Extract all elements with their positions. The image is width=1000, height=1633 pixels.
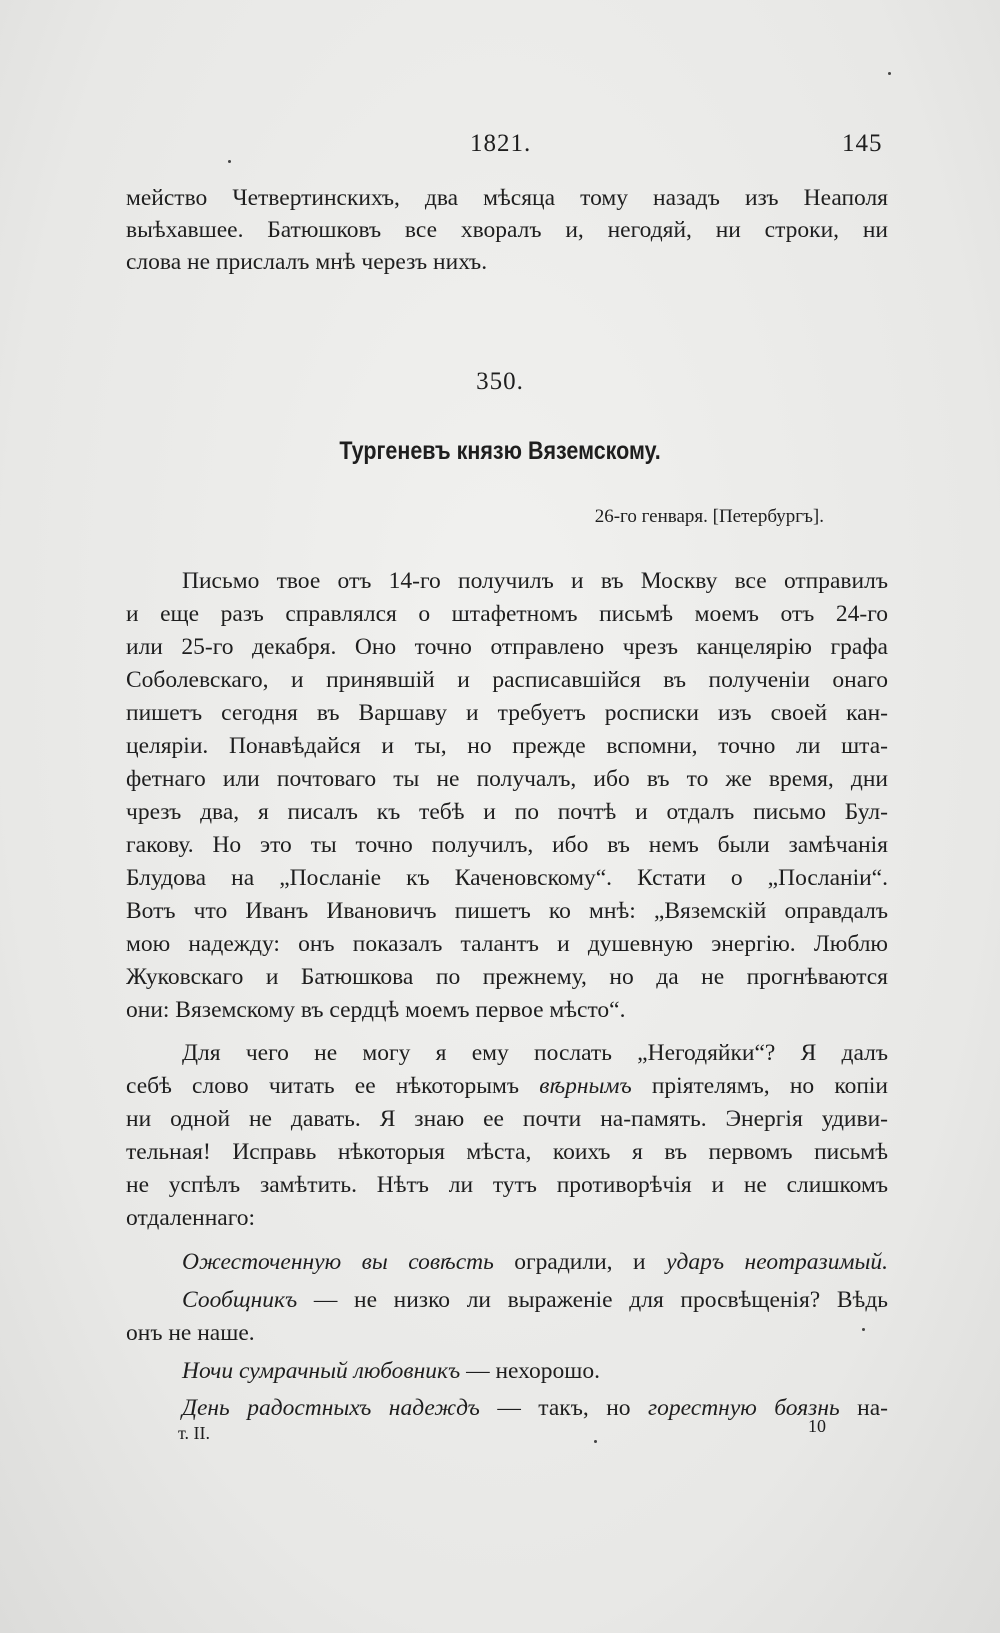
text-line: отдаленнаго: xyxy=(126,1205,256,1231)
ink-speck xyxy=(888,72,891,75)
gathering-signature: 10 xyxy=(808,1416,826,1436)
text-line: и еще разъ справлялся о штафетномъ письмѣ моемъ отъ 24-го xyxy=(126,601,888,627)
text-line: они: Вяземскому въ сердцѣ моемъ первое мѣсто“. xyxy=(126,997,626,1023)
quote-line: Ночи сумрачный любовникъ — нехорошо. xyxy=(182,1358,601,1384)
quote-line: Ожесточенную вы совѣсть оградили, и ударъ неотразимый. xyxy=(182,1249,888,1275)
text-line: гакову. Но это ты точно получилъ, ибо въ немъ были замѣчанія xyxy=(126,832,888,858)
text-line-mixed: себѣ слово читать ее нѣкоторымъ вѣрнымъ пріятелямъ, но копіи xyxy=(126,1073,888,1099)
page-number: 145 xyxy=(842,130,883,157)
volume-signature: т. II. xyxy=(178,1423,211,1443)
text-line: мейство Четвертинскихъ, два мѣсяца тому назадъ изъ Неаполя xyxy=(126,185,888,211)
text-line: не успѣлъ замѣтить. Нѣтъ ли тутъ противорѣчія и не слишкомъ xyxy=(126,1172,888,1198)
letter-dateline: 26-го генваря. [Петербургъ]. xyxy=(594,506,824,527)
emphasis: вѣрнымъ xyxy=(539,1073,632,1099)
text-line: мою надежду: онъ показалъ талантъ и душевную энергію. Люблю xyxy=(126,931,888,957)
text-line: Письмо твое отъ 14-го получилъ и въ Москву все отправилъ xyxy=(182,568,888,594)
text-line: тельная! Исправь нѣкоторыя мѣста, коихъ я въ первомъ письмѣ xyxy=(126,1139,888,1165)
letter-title: Тургеневъ князю Вяземскому. xyxy=(339,437,661,465)
text-line: целяріи. Понавѣдайся и ты, но прежде вспомни, точно ли шта- xyxy=(126,733,888,759)
text-line: чрезъ два, я писалъ къ тебѣ и по почтѣ и отдалъ письмо Бул- xyxy=(126,799,888,825)
text-line: ни одной не давать. Я знаю ее почти на-память. Энергія удиви- xyxy=(126,1106,888,1132)
quote-line: онъ не наше. xyxy=(126,1320,255,1346)
ink-speck xyxy=(594,1440,597,1443)
ink-speck xyxy=(228,160,231,163)
text-line: Для чего не могу я ему послать „Негодяйки“? Я далъ xyxy=(182,1040,888,1066)
text-line: фетнаго или почтоваго ты не получалъ, ибо въ то же время, дни xyxy=(126,766,888,792)
text-line: слова не прислалъ мнѣ черезъ нихъ. xyxy=(126,249,488,275)
text-line: Жуковскаго и Батюшкова по прежнему, но да не прогнѣваются xyxy=(126,964,888,990)
running-header-year: 1821. xyxy=(470,130,532,157)
text-line: или 25-го декабря. Оно точно отправлено чрезъ канцелярію графа xyxy=(126,634,888,660)
letter-number: 350. xyxy=(476,368,524,395)
text-line: пишетъ сегодня въ Варшаву и требуетъ росписки изъ своей кан- xyxy=(126,700,888,726)
quote-line: Сообщникъ — не низко ли выраженіе для просвѣщенія? Вѣдь xyxy=(182,1287,888,1313)
text-line: выѣхавшее. Батюшковъ все хворалъ и, негодяй, ни строки, ни xyxy=(126,217,888,243)
quote-line: День радостныхъ надеждъ — такъ, но горестную боязнь на- xyxy=(182,1395,888,1421)
text-line: Соболевскаго, и принявшій и расписавшійся въ полученіи онаго xyxy=(126,667,888,693)
ink-speck xyxy=(862,1328,865,1331)
text-line: Блудова на „Посланіе къ Каченовскому“. Кстати о „Посланіи“. xyxy=(126,865,888,891)
text-line: Вотъ что Иванъ Ивановичъ пишетъ ко мнѣ: „Вяземскій оправдалъ xyxy=(126,898,888,924)
